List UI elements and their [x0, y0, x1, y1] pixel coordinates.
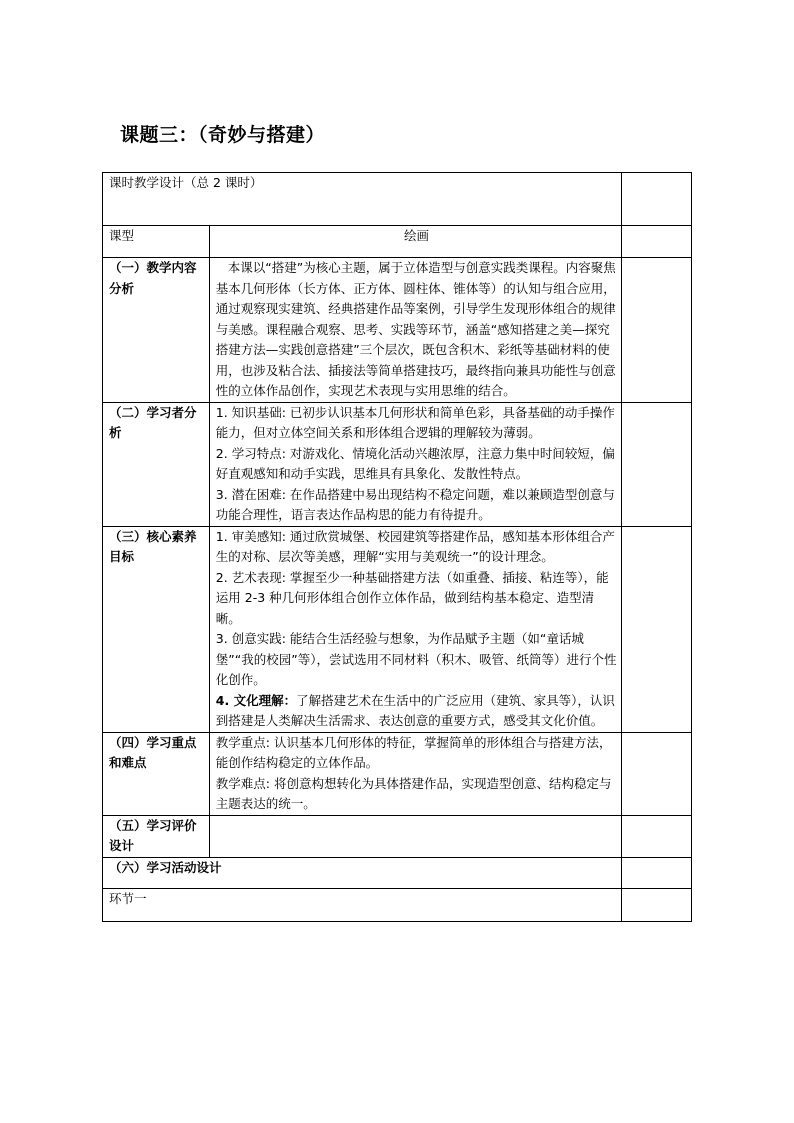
key-points-label: （四）学习重点和难点: [103, 732, 210, 815]
empty-cell: [622, 857, 692, 888]
empty-cell: [622, 402, 692, 526]
learner-item: [216, 444, 617, 485]
table-row-key-points: [103, 732, 692, 815]
teaching-focus: 教学重点: 认识基本几何形体的特征，掌握简单的形体组合与搭建方法，能创作结构稳定的立体作品。: [215, 734, 612, 770]
teaching-difficulty: 教学难点: 将创意构想转化为具体搭建作品，实现造型创意、结构稳定与主题表达的统一。: [215, 775, 612, 811]
lesson-plan-table: [102, 172, 692, 922]
empty-cell: [622, 173, 692, 226]
core-literacy-cell: [209, 526, 621, 732]
learner-item-text: 已初步认识基本几何形状和简单色彩，具备基础的动手操作能力，但对立体空间关系和形体组合逻辑的理解较为薄弱。: [215, 404, 615, 440]
learner-item-head: 1. 知识基础:: [215, 404, 286, 420]
evaluation-label: （五）学习评价设计: [103, 815, 210, 857]
table-row-activity: [103, 857, 692, 888]
learner-item-text: 在作品搭建中易出现结构不稳定问题，难以兼顾造型创意与功能合理性，语言表达作品构思的能力有待提升。: [215, 486, 615, 522]
table-row-design: [103, 173, 692, 226]
table-row-type: [103, 226, 692, 258]
step-label: 环节一: [103, 888, 622, 921]
learner-item: [216, 485, 617, 526]
type-label: 课型: [103, 226, 210, 258]
empty-cell: [209, 815, 621, 857]
literacy-item-text: 了解搭建艺术在生活中的广泛应用（建筑、家具等），认识到搭建是人类解决生活需求、表达创意的重要方式，感受其文化价值。: [215, 692, 615, 728]
table-row-learner-analysis: [103, 402, 692, 526]
content-analysis-text: 本课以“搭建”为核心主题，属于立体造型与创意实践类课程。内容聚焦基本几何形体（长方体、正方体、圆柱体、锥体等）的认知与组合应用，通过观察现实建筑、经典搭建作品等案例，引导学生发现形体组合的规律与美感。课程融合观察、思考、实践等环节，涵盖“感知搭建之美—探究搭建方法—实践创意搭建”三个层次，既包含积木、彩纸等基础材料的使用，也涉及粘合法、插接法等简单搭建技巧，最终指向兼具功能性与创意性的立体作品创作，实现艺术表现与实用思维的结合。: [215, 260, 616, 398]
literacy-item-head: 3. 创意实践:: [215, 631, 286, 646]
type-value: 绘画: [209, 226, 621, 258]
learner-item-text: 对游戏化、情境化活动兴趣浓厚，注意力集中时间较短，偏好直观感知和动手实践，思维具有具象化、发散性特点。: [215, 445, 615, 481]
content-analysis-label: （一）教学内容分析: [103, 258, 210, 403]
learner-item-head: 2. 学习特点:: [215, 445, 286, 461]
literacy-item-head: 1. 审美感知:: [215, 528, 286, 544]
empty-cell: [622, 226, 692, 258]
table-row-content-analysis: [103, 258, 692, 403]
learner-analysis-label: （二）学习者分析: [103, 402, 210, 526]
literacy-item: [216, 691, 617, 732]
empty-cell: [622, 815, 692, 857]
empty-cell: [622, 888, 692, 921]
core-literacy-label: （三）核心素养目标: [103, 526, 210, 732]
literacy-item: [216, 527, 617, 568]
empty-cell: [622, 526, 692, 732]
table-row-evaluation: [103, 815, 692, 857]
learner-item: [216, 403, 617, 444]
table-row-core-literacy: [103, 526, 692, 732]
literacy-item-text: 掌握至少一种基础搭建方法（如重叠、插接、粘连等），能运用 2-3 种几何形体组合创作立体作品，做到结构基本稳定、造型清晰。: [215, 569, 609, 626]
literacy-item-head: 4. 文化理解：: [215, 692, 297, 708]
literacy-item: [216, 629, 617, 691]
design-label: 课时教学设计（总 2 课时）: [103, 173, 622, 226]
key-points-cell: [209, 732, 621, 815]
learner-analysis-cell: [209, 402, 621, 526]
literacy-item-text: 通过欣赏城堡、校园建筑等搭建作品，感知基本形体组合产生的对称、层次等美感，理解“实用与美观统一”的设计理念。: [215, 528, 615, 564]
content-analysis-cell: [209, 258, 621, 403]
literacy-item-text: 能结合生活经验与想象，为作品赋予主题（如“童话城堡”“我的校园”等），尝试选用不同材料（积木、吸管、纸筒等）进行个性化创作。: [215, 631, 617, 687]
literacy-item-head: 2. 艺术表现:: [215, 569, 286, 585]
page-title: 课题三：（奇妙与搭建）: [120, 124, 326, 146]
table-row-step: [103, 888, 692, 921]
literacy-item: [216, 568, 617, 630]
empty-cell: [622, 258, 692, 403]
activity-label: （六）学习活动设计: [103, 857, 622, 888]
empty-cell: [622, 732, 692, 815]
learner-item-head: 3. 潜在困难:: [215, 486, 286, 502]
